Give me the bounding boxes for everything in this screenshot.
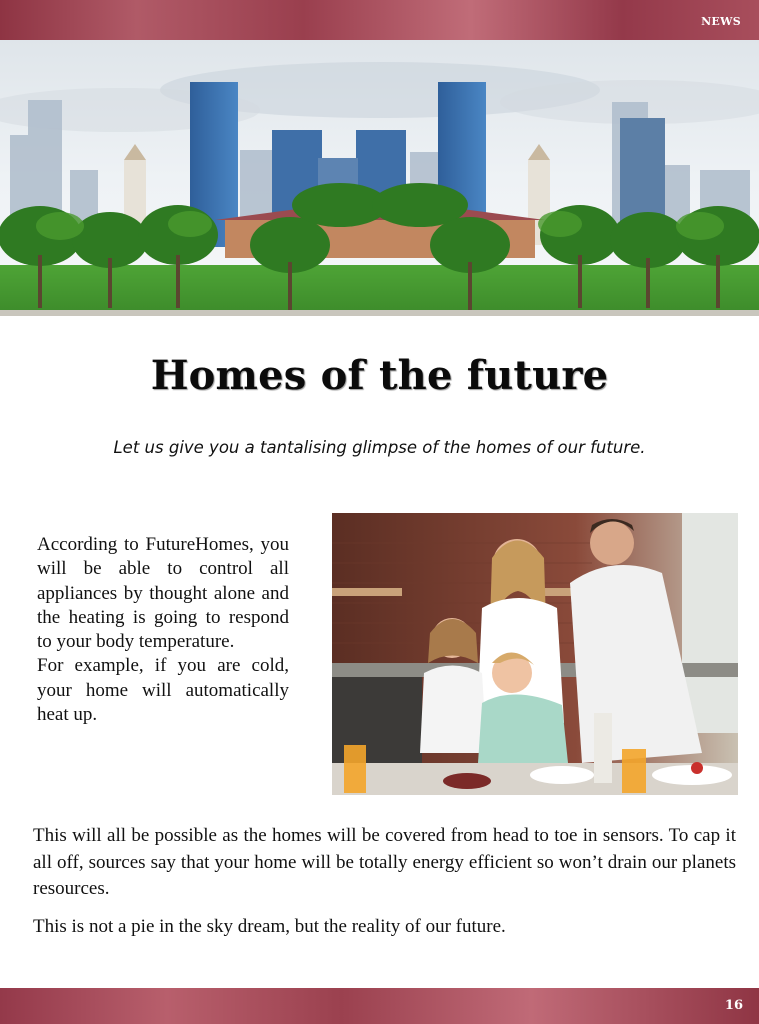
intro-text xyxy=(37,533,289,727)
header-bar xyxy=(0,0,759,40)
intro-paragraph-1: According to FutureHomes, you will be able to control all appliances by thought alone and the heating is going to respond to your body temperature. xyxy=(37,534,289,653)
section-label: NEWS xyxy=(701,15,741,28)
page-number: 16 xyxy=(724,998,743,1013)
article-subtitle: Let us give you a tantalising glimpse of the homes of our future. xyxy=(113,438,646,457)
body-text xyxy=(33,823,736,940)
body-paragraph-1: This will all be possible as the homes will be covered from head to toe in sensors. To cap it all off, sources say that your home will be totally energy efficient so won’t drain our planets resources. xyxy=(33,825,736,900)
body-paragraph-2: This is not a pie in the sky dream, but the reality of our future. xyxy=(33,915,506,937)
family-kitchen-photo xyxy=(332,513,738,795)
intro-paragraph-2: For example, if you are cold, your home will automatically heat up. xyxy=(37,655,289,726)
hero-image-city-park xyxy=(0,40,759,316)
article-title: Homes of the future xyxy=(150,352,609,399)
footer-bar xyxy=(0,988,759,1024)
